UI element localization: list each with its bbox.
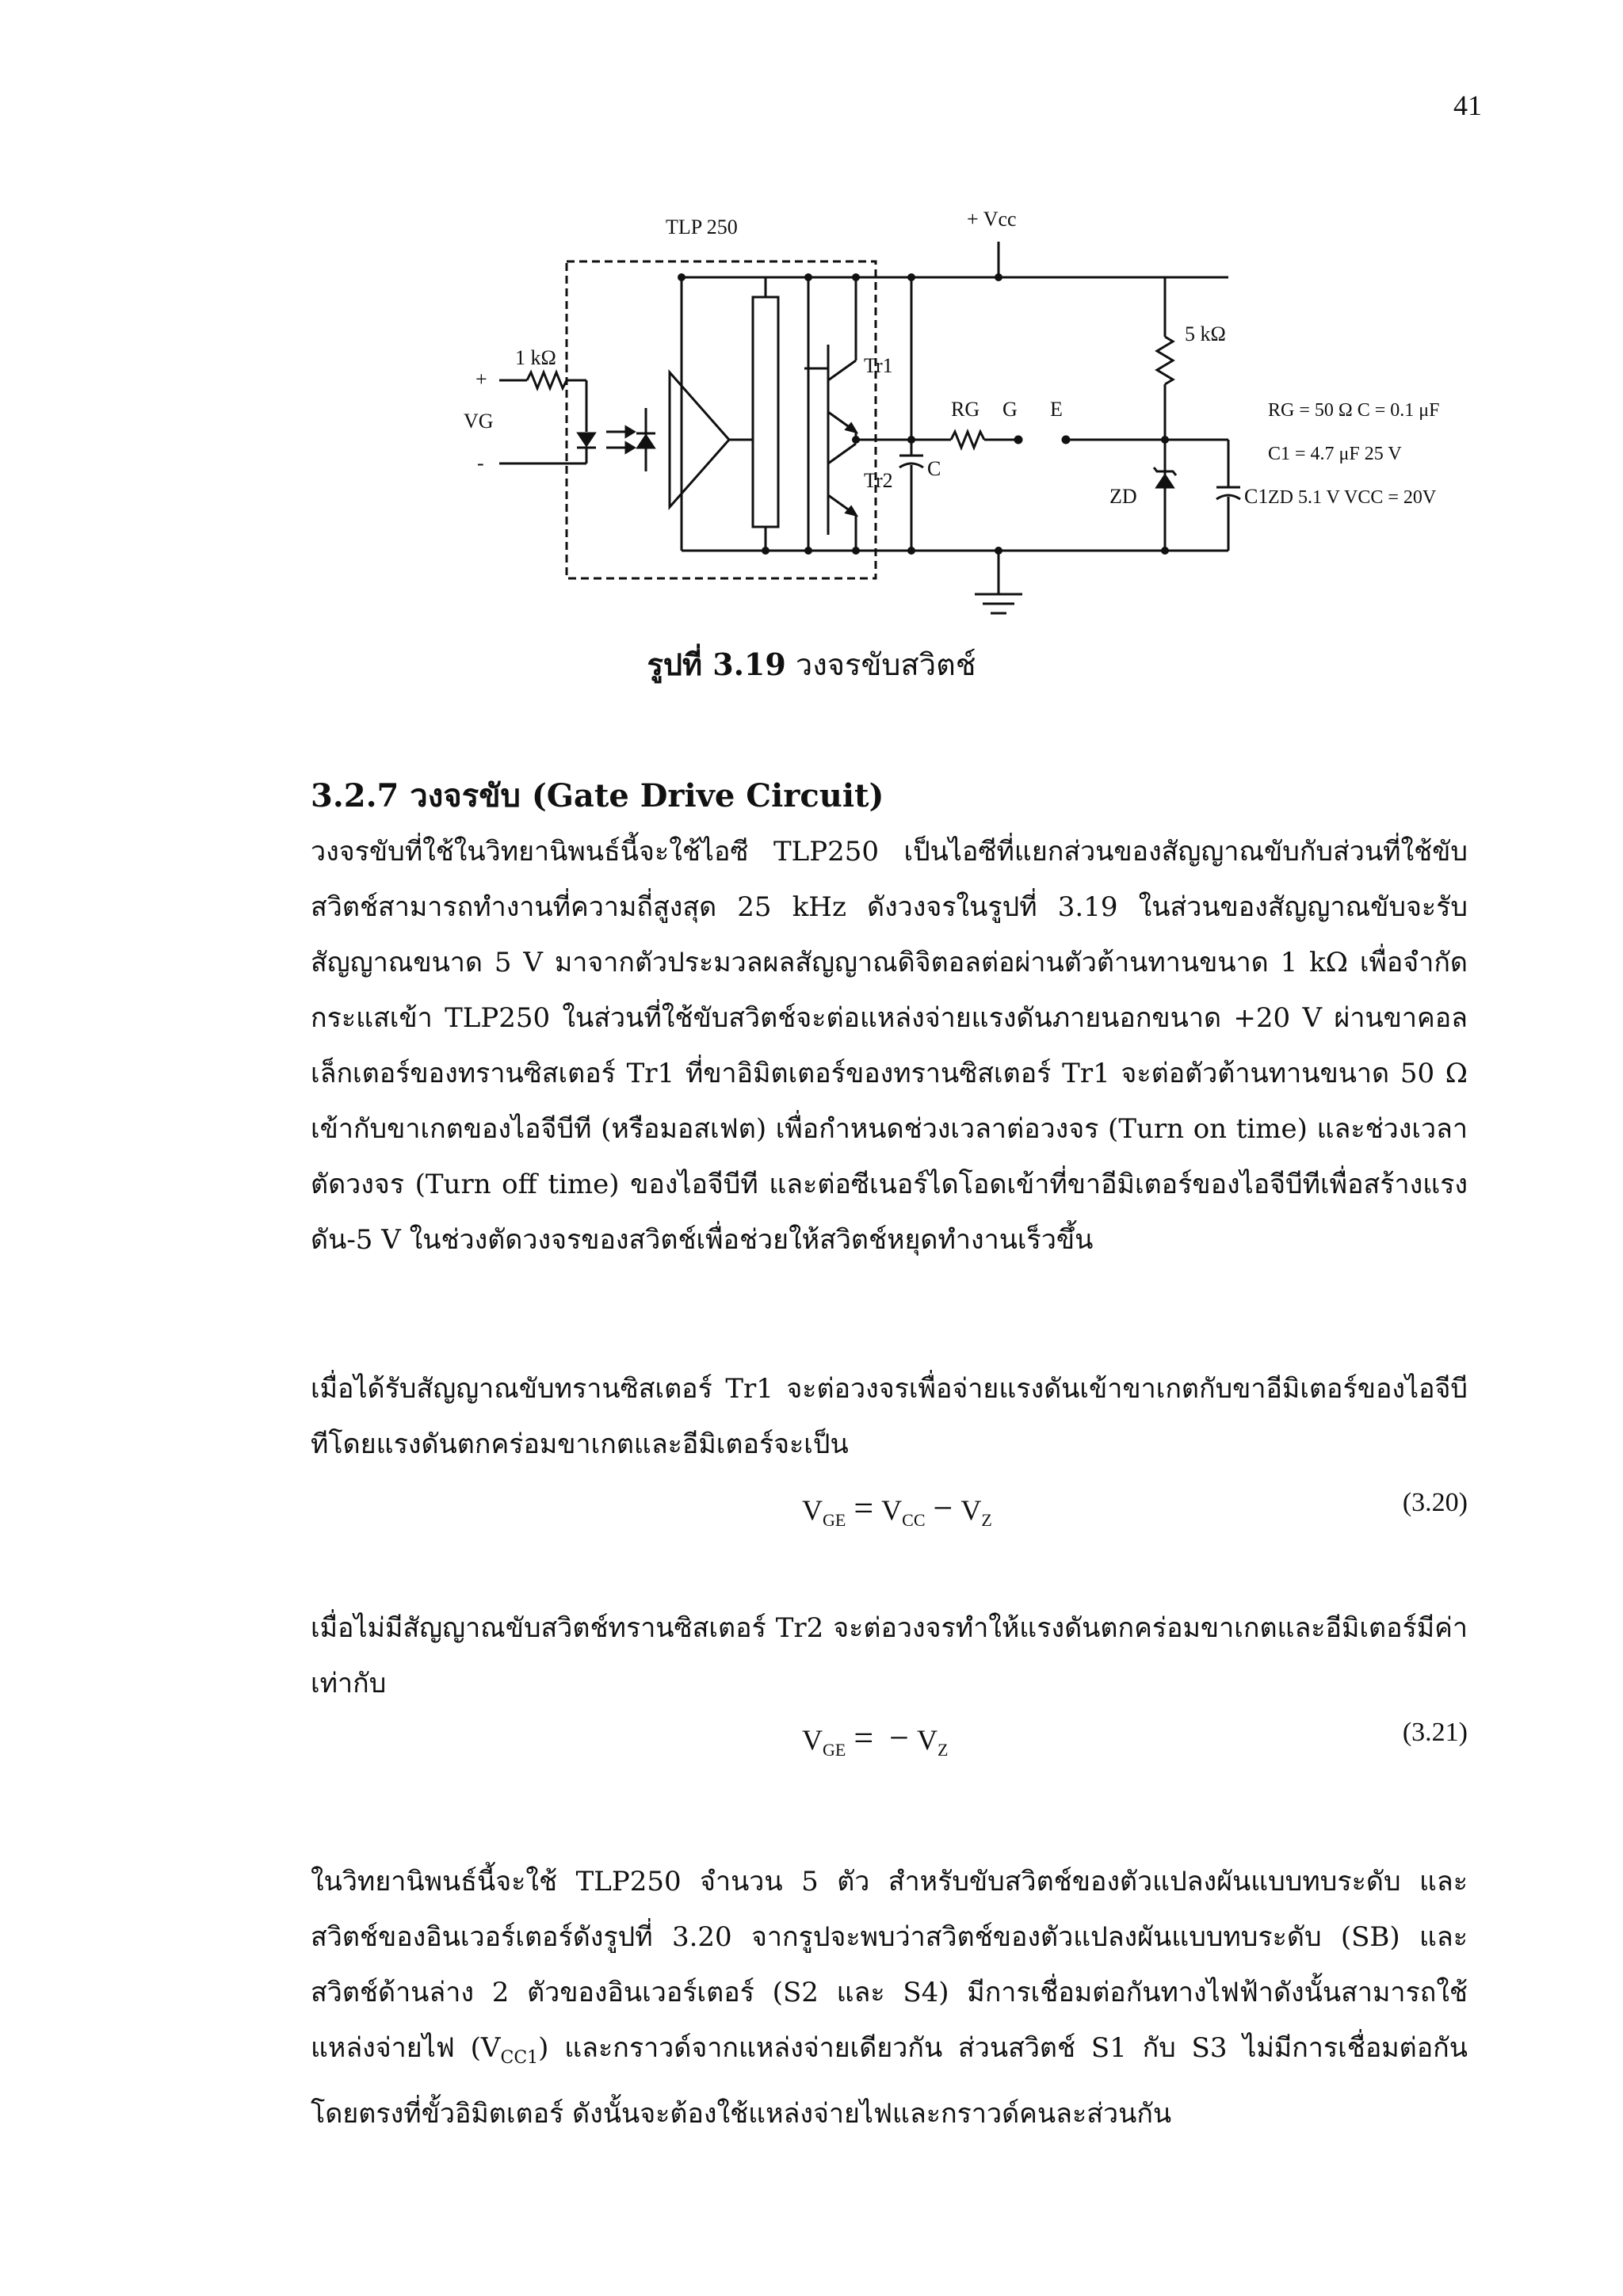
- label-c: C: [927, 457, 941, 480]
- label-e: E: [1050, 398, 1063, 421]
- paragraph-4-block: [311, 1854, 1468, 2142]
- equation-3-21: [311, 1718, 1468, 1773]
- caption-prefix: รูปที่ 3.19: [647, 646, 786, 682]
- paragraph-2: เมื่อได้รับสัญญาณขับทรานซิสเตอร์ Tr1 จะต่อวงจรเพื่อจ่ายแรงดันเข้าขาเกตกับขาอีมิเตอร์ของไอจีบีทีโดยแรงดันตกคร่อมขาเกตและอีมิเตอร์จะเป็น: [311, 1373, 1468, 1460]
- spec-rg-c: RG = 50 Ω C = 0.1 μF: [1268, 400, 1440, 421]
- figure-caption: [0, 640, 1623, 688]
- label-tr2: Tr2: [864, 469, 893, 492]
- equation-3-21-expression: $V_{GE}$ = − $V_Z$: [802, 1718, 949, 1760]
- label-tlp250: TLP 250: [666, 215, 738, 238]
- label-g: G: [1002, 398, 1018, 421]
- equation-3-20-expression: $V_{GE} = V_{CC} - V_Z$: [802, 1489, 992, 1531]
- section-heading: 3.2.7 วงจรขับ (Gate Drive Circuit): [311, 777, 884, 814]
- spec-c1: C1 = 4.7 μF 25 V: [1268, 444, 1402, 464]
- label-c1: C1: [1244, 485, 1269, 508]
- paragraph-2-block: [311, 1361, 1468, 1472]
- label-zd: ZD: [1109, 485, 1137, 508]
- spec-zd-vcc: ZD 5.1 V VCC = 20V: [1268, 487, 1437, 508]
- paragraph-3-block: [311, 1600, 1468, 1711]
- paragraph-4: ในวิทยานิพนธ์นี้จะใช้ TLP250 จำนวน 5 ตัว สำหรับขับสวิตช์ของตัวแปลงผันแบบทบระดับ และสวิตช์ของอินเวอร์เตอร์ดังรูปที่ 3.20 จากรูปจะพบว่าสวิตช์ของตัวแปลงผันแบบทบระดับ (SB) และสวิตช์ด้านล่าง 2 ตัวของอินเวอร์เตอร์ (S2 และ S4) มีการเชื่อมต่อกันทางไฟฟ้าดังนั้นสามารถใช้แหล่งจ่ายไฟ $(V_{CC1})$ และกราวด์จากแหล่งจ่ายเดียวกัน ส่วนสวิตช์ S1 กับ S3 ไม่มีการเชื่อมต่อกันโดยตรงที่ขั้วอิมิตเตอร์ ดังนั้นจะต้องใช้แหล่งจ่ายไฟและกราวด์คนละส่วนกัน: [311, 1866, 1468, 2130]
- circuit-figure: [428, 202, 1474, 630]
- label-5k-resistor: 5 kΩ: [1185, 322, 1226, 345]
- equation-3-20: [311, 1488, 1468, 1543]
- paragraph-3: เมื่อไม่มีสัญญาณขับสวิตช์ทรานซิสเตอร์ Tr2 จะต่อวงจรทำให้แรงดันตกคร่อมขาเกตและอีมิเตอร์มีค่าเท่ากับ: [311, 1612, 1468, 1699]
- equation-3-21-number: (3.21): [1402, 1718, 1468, 1747]
- label-minus: -: [477, 452, 484, 475]
- page-number: 41: [1453, 90, 1482, 121]
- label-rg: RG: [951, 398, 980, 421]
- equation-3-20-number: (3.20): [1402, 1488, 1468, 1517]
- paragraph-1: วงจรขับที่ใช้ในวิทยานิพนธ์นี้จะใช้ไอซี TLP250 เป็นไอซีที่แยกส่วนของสัญญาณขับกับส่วนที่ใช้ขับสวิตช์สามารถทำงานที่ความถี่สูงสุด 25 kHz ดังวงจรในรูปที่ 3.19 ในส่วนของสัญญาณขับจะรับสัญญาณขนาด 5 V มาจากตัวประมวลผลสัญญาณดิจิตอลต่อผ่านตัวต้านทานขนาด 1 kΩ เพื่อจำกัดกระแสเข้า TLP250 ในส่วนที่ใช้ขับสวิตช์จะต่อแหล่งจ่ายแรงดันภายนอกขนาด +20 V ผ่านขาคอลเล็กเตอร์ของทรานซิสเตอร์ Tr1 ที่ขาอิมิตเตอร์ของทรานซิสเตอร์ Tr1 จะต่อตัวต้านทานขนาด 50 Ω เข้ากับขาเกตของไอจีบีที (หรือมอสเฟต) เพื่อกำหนดช่วงเวลาต่อวงจร (Turn on time) และช่วงเวลาตัดวงจร (Turn off time) ของไอจีบีที และต่อซีเนอร์ไดโอดเข้าที่ขาอีมิเตอร์ของไอจีบีทีเพื่อสร้างแรงดัน-5 V ในช่วงตัดวงจรของสวิตช์เพื่อช่วยให้สวิตช์หยุดทำงานเร็วขึ้น: [311, 836, 1468, 1256]
- label-vg: VG: [464, 410, 494, 433]
- gate-drive-circuit-diagram: [428, 202, 1474, 630]
- label-vcc: + Vcc: [967, 208, 1017, 231]
- paragraph-1-block: [311, 824, 1468, 1268]
- label-tr1: Tr1: [864, 354, 893, 377]
- caption-text: วงจรขับสวิตช์: [785, 647, 976, 682]
- label-plus: +: [475, 368, 487, 391]
- label-1k-resistor: 1 kΩ: [515, 346, 556, 369]
